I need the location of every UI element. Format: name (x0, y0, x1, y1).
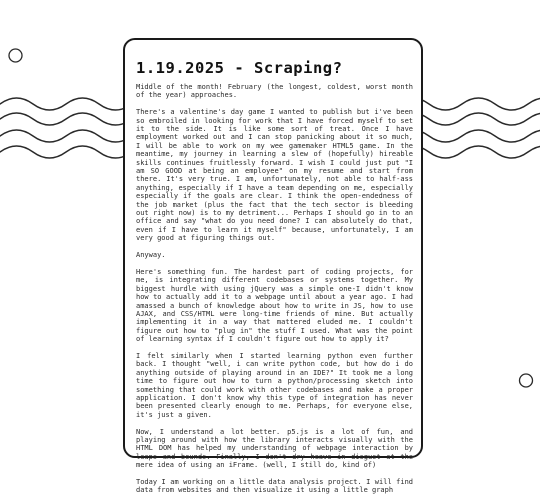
post-content (125, 40, 421, 495)
post-paragraph-3: Anyway. (136, 251, 166, 260)
hole-punch-left (9, 49, 22, 62)
post-paragraph-1: Middle of the month! February (the longest, coldest, worst month of the year) approaches. (136, 83, 413, 100)
post-paragraph-6: Now, I understand a lot better. p5.js is a lot of fun, and playing around with how the library interacts visually with the HTML DOM has helped my understanding of webpage interaction by leaps and bounds. Finally, I don't dry heave in disgust at the mere idea of using an iFrame. (well, I still do, kind of) (136, 427, 413, 470)
blog-post-card (123, 38, 423, 495)
hole-punch-right (520, 374, 533, 387)
post-title: 1.19.2025 - Scraping? (136, 59, 343, 77)
post-paragraph-2: There's a valentine's day game I wanted to publish but i've been so embroiled in looking for work that I have forced myself to set it to the side. It is like some sort of treat. Once I have employment worked out and I can stop panicking about it so much, I will be able to work on my wee gamemaker HTML5 game. In the meantime, my journey in learning a slew of (hopefully) hireable skills continues fruitlessly forward. I wish I could just put "I am SO GOOD at being an employee" on my resume and start from there. It's very true. I am, unfortunately, not able to half-ass anything, especially if I have a team depending on me, especially especially if the goals are clear. I think the open-endedness of the job market (plus the fact that the tech sector is bleeding out right now) is to my detriment... Perhaps I should go in to an office and say "what do you need done? I can absolutely do that, even if I have to learn it myself" because, unfortunately, I am very good at figuring things out. (136, 108, 413, 243)
post-paragraph-7: Today I am working on a little data analysis project. I will find data from websites and then visualize it using a little graph (136, 478, 413, 495)
post-paragraph-5: I felt similarly when I started learning python even further back. I thought "well, i can write python code, but how do i do anything outside of playing around in an IDE?" It took me a long time to figure out how to turn a python/processing sketch into something that could work with other codebases and make a proper application. I don't know why this type of integration has never been presented clearly enough to me. Perhaps, for everyone else, it's just a given. (136, 351, 413, 419)
post-paragraph-4: Here's something fun. The hardest part of coding projects, for me, is integrating different codebases or systems together. My biggest hurdle with using jQuery was a simple one-I didn't know how to actually add it to a webpage until about a year ago. I had amassed a bunch of knowledge about how to write in JS, how to use AJAX, and CSS/HTML were long-time friends of mine. But actually implementing it in a way that mattered eluded me. I couldn't figure out how to "plug in" the stuff I used. What was the point of learning syntax if I couldn't figure out how to apply it? (136, 267, 413, 344)
